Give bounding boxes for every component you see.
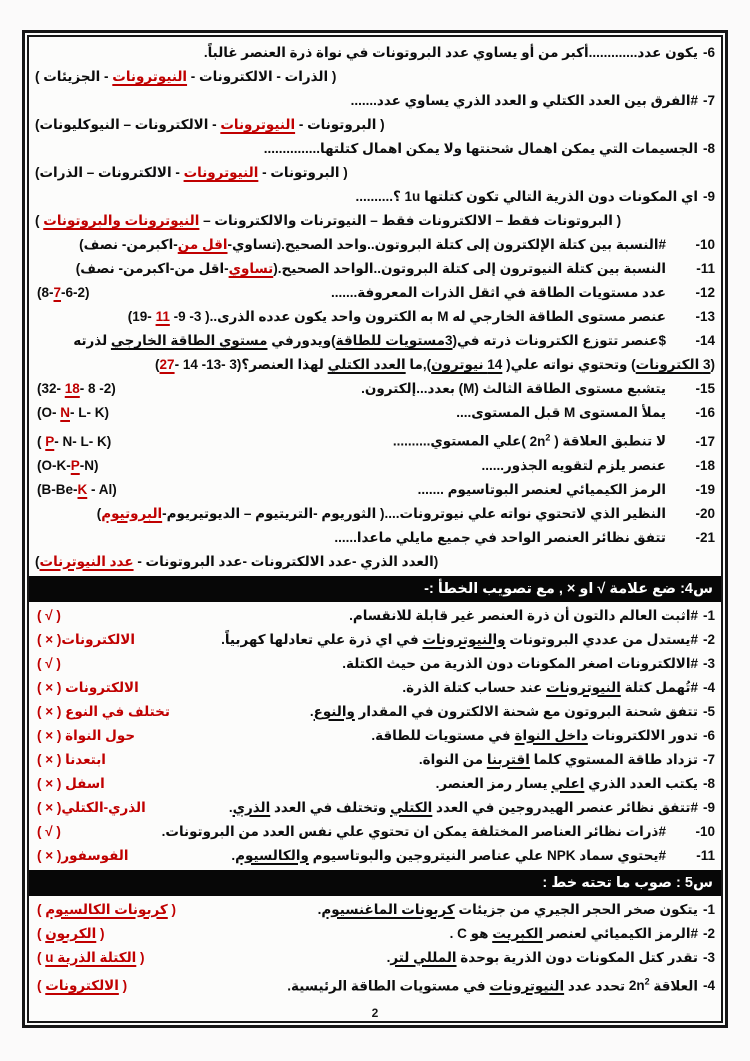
text: )	[35, 553, 40, 569]
text: يكتب العدد الذري	[584, 775, 698, 791]
row-text	[113, 425, 715, 454]
question-row	[35, 233, 715, 257]
row-text	[148, 796, 715, 820]
item-number: 14-	[695, 333, 715, 348]
correction-answer	[35, 676, 141, 700]
correction-answer	[35, 946, 147, 970]
section5-banner	[29, 870, 721, 896]
text: ( البروتونات فقط – الالكترونات فقط – النيوترنات والالكترونات –	[199, 213, 622, 228]
text: 2	[644, 976, 650, 987]
correction-answer	[35, 748, 108, 772]
correction-answer	[35, 820, 63, 844]
correction-answer	[35, 430, 113, 454]
row-text	[35, 209, 715, 233]
text: 2n	[628, 978, 645, 993]
question-row	[35, 65, 715, 89]
text: النسبة بين كتلة النيوترون إلى كتلة البروتون..الواحد الصحيح.(	[273, 261, 666, 276]
section5-title: س5 : صوب ما تحته خط :	[542, 874, 713, 891]
correction-answer	[35, 724, 137, 748]
text: .	[386, 949, 391, 965]
text: يتشبع مستوى الطاقة الثالث (M) بعدد...إلكترون.	[361, 381, 666, 396]
text: (O-K-	[37, 457, 71, 473]
row-text	[35, 185, 715, 209]
row-text	[35, 65, 715, 89]
text: تقدر كتل المكونات دون الذرية بوحدة	[456, 949, 698, 965]
text: يسار رمز العنصر.	[435, 775, 552, 791]
answer-text: 27	[159, 357, 175, 372]
row-text	[35, 161, 715, 185]
correction-answer	[35, 377, 118, 401]
text: )	[35, 213, 44, 228]
true-false-row	[35, 820, 715, 844]
underlined-text: داخل النواة	[514, 727, 588, 743]
text: .	[228, 799, 233, 815]
text: عنصر مستوى الطاقة الخارجي له M به الكترون واحد يكون عدده الذرى..	[209, 309, 666, 324]
question-row	[35, 502, 715, 526]
answer-text: 7	[53, 285, 62, 300]
answer-text: (	[136, 949, 145, 965]
answer-text: النيوترونات والبروتونات	[43, 213, 200, 228]
answer-text: K	[77, 481, 88, 497]
item-number: 17-	[695, 433, 715, 449]
answer-text: P	[70, 457, 80, 473]
text: #يستدل من عددي البروتونات	[505, 631, 698, 647]
row-text	[107, 922, 715, 946]
item-number: 9-	[702, 799, 715, 815]
text: تدور الالكترونات	[587, 727, 698, 743]
item-number: 10-	[695, 237, 715, 252]
row-text	[35, 257, 715, 281]
text: $عنصر تتوزع الكترونات ذرته في(	[452, 333, 666, 348]
text: (B-Be-	[37, 481, 78, 497]
row-text	[35, 41, 715, 65]
question-row	[35, 41, 715, 65]
answer-text: حول النواة ( × )	[37, 727, 136, 743]
text: #تُهمل كتلة	[620, 679, 698, 695]
text: وتختلف في العدد	[270, 799, 391, 815]
correction-answer	[35, 281, 92, 305]
question-row	[35, 281, 715, 305]
text: #يحتوي سماد NPK علي عناصر النيتروجين والبوتاسيوم	[308, 847, 666, 863]
question-row	[35, 526, 715, 550]
text: ) وتحتوي نواته علي(	[502, 357, 636, 372]
item-number: 13-	[695, 309, 715, 324]
correction-answer	[35, 772, 107, 796]
row-text	[119, 478, 715, 502]
underlined-text: 3مستويات للطاقة	[335, 333, 453, 348]
answer-text: (	[167, 901, 177, 917]
row-text	[63, 604, 715, 628]
row-text	[137, 724, 715, 748]
text: (	[37, 433, 46, 449]
ltr-run	[526, 434, 554, 449]
text: ),ما	[405, 357, 432, 372]
page-border-frame	[22, 30, 728, 1028]
answer-text: 11	[155, 309, 170, 324]
question-row	[35, 401, 715, 425]
question-row	[35, 305, 715, 329]
text: #ذرات نظائر العناصر المختلفة يمكن ان تحتوي علي نفس العدد من البروتونات.	[161, 823, 666, 839]
item-number: 3-	[702, 655, 715, 671]
row-text	[35, 233, 715, 257]
row-text	[35, 89, 715, 113]
row-text	[92, 281, 715, 305]
correction-row	[35, 898, 715, 922]
question-row	[35, 550, 715, 574]
row-text	[63, 820, 715, 844]
text: في مستويات الطاقة الرئيسية.	[287, 978, 490, 993]
row-text	[35, 113, 715, 137]
answer-text: الالكترونات( × )	[37, 631, 135, 647]
underlined-text: الكبريت	[492, 925, 544, 941]
item-number: 11-	[696, 261, 715, 276]
row-text	[35, 353, 715, 377]
correction-answer	[35, 478, 119, 502]
question-row	[35, 113, 715, 137]
row-text	[178, 898, 715, 922]
answer-text: P	[45, 433, 55, 449]
text: .	[317, 901, 322, 917]
item-number: 18-	[695, 457, 715, 473]
row-text	[63, 652, 715, 676]
correction-answer	[35, 700, 172, 724]
item-number: 11-	[696, 847, 715, 863]
text: (8-	[37, 285, 54, 300]
ltr-run	[155, 357, 241, 372]
text: #النسبة بين كتلة الإلكترون إلى كتلة البروتون..واحد الصحيح.(تساوي-	[227, 237, 666, 252]
question-row	[35, 478, 715, 502]
item-number: 20-	[695, 505, 715, 521]
question-row	[35, 89, 715, 113]
answer-text: N	[60, 405, 70, 420]
underlined-text: العدد الكتلي	[327, 357, 406, 372]
correction-row	[35, 946, 715, 970]
correction-answer	[35, 844, 130, 868]
underlined-text: والنيوترونات	[422, 631, 506, 647]
row-text	[129, 970, 715, 999]
answer-text: 18	[64, 381, 80, 396]
text: اي المكونات دون الذرية التالي تكون كتلتها 1u ؟..........	[355, 189, 698, 204]
answer-text: ابتعدنا ( × )	[37, 751, 106, 767]
item-number: 2-	[702, 925, 715, 941]
section4-title: س4: ضع علامة √ او × , مع تصويب الخطأ :-	[424, 580, 713, 597]
underlined-text: 14 نيوترون	[431, 357, 503, 372]
answer-text: كربونات الكالسيوم	[45, 901, 168, 917]
ltr-run	[629, 978, 650, 993]
underlined-text: والكالسيوم	[235, 847, 309, 863]
answer-text: الكتلة الذرية u	[45, 949, 137, 965]
text: (	[710, 357, 715, 372]
ltr-run	[128, 309, 210, 324]
row-text	[35, 137, 715, 161]
item-number: 7-	[702, 93, 715, 108]
row-text	[107, 772, 715, 796]
item-number: 7-	[702, 751, 715, 767]
true-false-row	[35, 628, 715, 652]
text: ( البروتونات -	[295, 117, 385, 132]
item-number: 6-	[702, 45, 715, 60]
item-number: 1-	[702, 901, 715, 917]
underlined-text: كربونات الماغنسيوم	[321, 901, 455, 917]
question-row	[35, 454, 715, 478]
question-row	[35, 137, 715, 161]
questions-section	[35, 41, 715, 574]
answer-text: (	[118, 978, 128, 993]
answer-text: (	[96, 925, 105, 941]
underlined-text: النيوترونات	[546, 679, 621, 695]
item-number: 8-	[702, 141, 715, 156]
row-text	[35, 305, 715, 329]
text: عنصر يلزم لتقويه الجذور......	[481, 457, 666, 473]
question-row	[35, 161, 715, 185]
text: يتكون صخر الحجر الجيري من جزيئات	[454, 901, 698, 917]
underlined-text: النيوترونات	[489, 978, 565, 993]
row-text	[35, 502, 715, 526]
text: 2	[545, 432, 551, 442]
text: عند حساب كتلة الذرة.	[402, 679, 547, 695]
text: (32-	[37, 381, 65, 396]
item-number: 6-	[702, 727, 715, 743]
true-false-row	[35, 676, 715, 700]
item-number: 8-	[702, 775, 715, 791]
row-text	[111, 401, 715, 425]
answer-text: الالكترونات ( × )	[37, 679, 139, 695]
text: (O-	[37, 405, 61, 420]
answer-text: النيوترونات	[220, 117, 296, 132]
row-text	[35, 526, 715, 550]
text: -اكبرمن- نصف)	[79, 237, 178, 252]
true-false-row	[35, 748, 715, 772]
text: (العدد الذري -عدد الالكترونات -عدد البروتونات -	[133, 553, 439, 569]
text: يكون عدد.............أكبر من أو يساوي عدد البروتونات في نواة ذرة العنصر غالباً.	[203, 45, 698, 60]
text: العلاقة	[649, 978, 698, 993]
true-false-row	[35, 772, 715, 796]
text: -اقل من-اكبرمن- نصف)	[75, 261, 229, 276]
section5-items	[35, 898, 715, 999]
item-number: 21-	[695, 529, 715, 545]
row-text	[147, 946, 715, 970]
text: .	[231, 847, 236, 863]
text: - N- L- K)	[54, 433, 112, 449]
question-row	[35, 329, 715, 353]
underlined-text: اعلي	[551, 775, 585, 791]
item-number: 19-	[695, 481, 715, 497]
row-text	[108, 748, 715, 772]
text: تتفق شحنة البروتون مع شحنة الالكترون في المقدار	[354, 703, 698, 719]
item-number: 5-	[702, 703, 715, 719]
correction-answer	[35, 974, 129, 998]
correction-answer	[35, 796, 148, 820]
text: الرمز الكيميائي لعنصر البوتاسيوم .......	[417, 481, 666, 497]
text: لذرته	[73, 333, 111, 348]
item-number: 9-	[702, 189, 715, 204]
answer-text: ( √ )	[37, 823, 61, 839]
text: في اي ذرة علي تعادلها كهربياً.	[221, 631, 423, 647]
true-false-row	[35, 724, 715, 748]
answer-text: ( √ )	[37, 655, 61, 671]
page-number: 2	[371, 1006, 379, 1020]
answer-text: )	[37, 978, 46, 993]
text: هو C .	[449, 925, 493, 941]
text: ( البروتونات -	[258, 165, 348, 180]
text: -N)	[79, 457, 99, 473]
text: تتفق نظائر العنصر الواحد في جميع مايلي ماعدا......	[334, 529, 666, 545]
text: في مستويات للطاقة.	[371, 727, 515, 743]
text: 2n	[525, 433, 546, 449]
row-text	[172, 700, 715, 724]
question-row	[35, 353, 715, 377]
row-text	[118, 377, 715, 401]
text: (19-	[127, 309, 156, 324]
text: - 8 -2)	[79, 381, 116, 396]
text: -9 -3 )	[169, 309, 210, 324]
true-false-row	[35, 796, 715, 820]
underlined-text: الكتلي	[390, 799, 433, 815]
item-number: 1-	[702, 607, 715, 623]
text: )ويدورفي	[267, 333, 336, 348]
worksheet-page	[27, 35, 723, 1023]
answer-text: الذري-الكتلي( × )	[37, 799, 146, 815]
answer-text: البروتيوم	[101, 505, 163, 521]
underlined-text: مستوي الطاقة الخارجي	[110, 333, 268, 348]
question-row	[35, 185, 715, 209]
text: )	[96, 505, 102, 521]
question-row	[35, 377, 715, 401]
text: #تتفق نظائر عنصر الهيدروجين في العدد	[432, 799, 698, 815]
true-false-row	[35, 604, 715, 628]
text: .	[309, 703, 314, 719]
item-number: 4-	[702, 679, 715, 695]
answer-text: تختلف في النوع ( × )	[37, 703, 170, 719]
correction-answer	[35, 898, 178, 922]
text: الجسيمات التي يمكن اهمال شحنتها ولا يمكن اهمال كتلتها...............	[263, 141, 698, 156]
item-number: 10-	[695, 823, 715, 839]
text: ( الذرات - الالكترونات -	[187, 69, 337, 84]
true-false-row	[35, 700, 715, 724]
row-text	[141, 676, 715, 700]
row-text	[35, 329, 715, 353]
text: لهذا العنصر؟	[241, 357, 328, 372]
correction-answer	[35, 652, 63, 676]
answer-text: ( √ )	[37, 607, 61, 623]
text: تحدد عدد	[564, 978, 629, 993]
question-row	[35, 209, 715, 233]
underlined-text: الذري	[232, 799, 271, 815]
true-false-row	[35, 652, 715, 676]
item-number: 3-	[702, 949, 715, 965]
underlined-text: والنوع	[313, 703, 355, 719]
true-false-row	[35, 844, 715, 868]
answer-text: )	[37, 901, 46, 917]
answer-text: الكربون	[45, 925, 97, 941]
correction-row	[35, 970, 715, 999]
item-number: 4-	[702, 978, 715, 993]
correction-answer	[35, 401, 111, 425]
text: )علي المستوي..........	[392, 433, 526, 449]
row-text	[130, 844, 715, 868]
item-number: 2-	[702, 631, 715, 647]
text: - Al)	[87, 481, 117, 497]
answer-text: الفوسفور( × )	[37, 847, 129, 863]
row-text	[137, 628, 715, 652]
underlined-text: المللي لتر	[390, 949, 457, 965]
question-row	[35, 257, 715, 281]
answer-text: )	[37, 949, 46, 965]
answer-text: النيوترونات	[183, 165, 259, 180]
answer-text: عدد النيوترنات	[39, 553, 134, 569]
item-number: 16-	[695, 405, 715, 420]
answer-text: )	[37, 925, 46, 941]
text: - الالكترونات – الذرات)	[35, 165, 184, 180]
text: يملأ المستوى M قبل المستوى....	[456, 405, 666, 420]
row-text	[35, 550, 715, 574]
text: النظير الذي لاتحتوي نواته علي نيوترونات....( الثوريوم -التريتيوم – الديوتيريوم-	[162, 505, 666, 521]
section4-banner	[29, 576, 721, 602]
section4-items	[35, 604, 715, 868]
correction-answer	[35, 922, 107, 946]
correction-row	[35, 922, 715, 946]
text: من النواة.	[418, 751, 487, 767]
text: #الرمز الكيميائي لعنصر	[543, 925, 698, 941]
answer-text: الالكترونات	[45, 978, 119, 993]
answer-text: اقل من	[177, 237, 228, 252]
text: تزداد طاقة المستوي كلما	[529, 751, 698, 767]
underlined-text: اقتربنا	[486, 751, 530, 767]
answer-text: تساوي	[228, 261, 274, 276]
item-number: 15-	[695, 381, 715, 396]
text: #الالكترونات اصغر المكونات دون الذرية من حيث الكتلة.	[342, 655, 698, 671]
answer-text: اسفل ( × )	[37, 775, 105, 791]
answer-text: النيوترونات	[112, 69, 188, 84]
item-number: 12-	[695, 285, 715, 300]
row-text	[101, 454, 715, 478]
text: #اثبت العالم دالتون أن ذرة العنصر غير قابلة للانقسام.	[349, 607, 698, 623]
correction-answer	[35, 454, 101, 478]
text: #الفرق بين العدد الكتلي و العدد الذري يساوي عدد.......	[350, 93, 698, 108]
text: - L- K)	[70, 405, 109, 420]
question-row	[35, 425, 715, 454]
text: (	[155, 357, 160, 372]
underlined-text: 3 الكترونات	[635, 357, 711, 372]
text: - الجزيئات )	[35, 69, 113, 84]
text: عدد مستويات الطاقة في اثقل الذرات المعروفة.......	[330, 285, 666, 300]
correction-answer	[35, 604, 63, 628]
text: -6-2)	[61, 285, 90, 300]
text: - 14 -13- 3)	[174, 357, 242, 372]
text: لا تنطبق العلاقة (	[554, 433, 666, 449]
correction-answer	[35, 628, 137, 652]
text: - الالكترونات – النيوكليونات)	[35, 117, 221, 132]
